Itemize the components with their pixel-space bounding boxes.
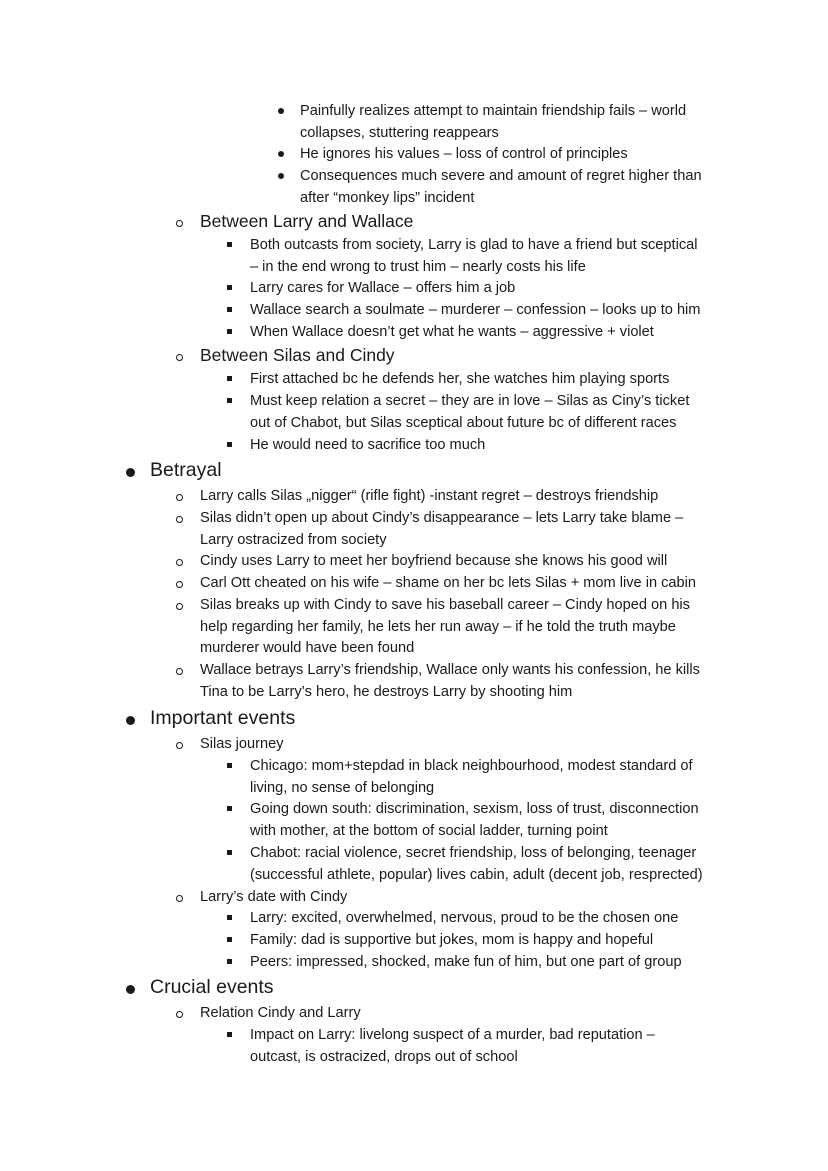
circle-bullet-icon xyxy=(176,581,183,588)
square-bullet-icon xyxy=(227,307,232,312)
heading-text: Betrayal xyxy=(150,459,222,481)
list-item-text: Painfully realizes attempt to maintain friendship fails – world xyxy=(300,103,687,119)
circle-bullet-icon xyxy=(176,516,183,523)
list-item-text: Relation Cindy and Larry xyxy=(200,1005,361,1021)
list-item-text: Silas didn’t open up about Cindy’s disappearance – lets Larry take blame – xyxy=(200,510,684,526)
list-item-text: He ignores his values – loss of control of principles xyxy=(300,146,628,162)
circle-bullet-icon xyxy=(176,220,183,227)
list-item-text: help regarding her family, he lets her run away – if he told the truth maybe xyxy=(200,619,676,635)
square-bullet-icon xyxy=(227,763,232,768)
list-item-text: He would need to sacrifice too much xyxy=(250,437,486,453)
circle-bullet-icon xyxy=(176,603,183,610)
list-item-text: – in the end wrong to trust him – nearly costs his life xyxy=(250,259,586,275)
list-item-text: Peers: impressed, shocked, make fun of him, but one part of group xyxy=(250,954,682,970)
square-bullet-icon xyxy=(227,915,232,920)
list-item-text: (successful athlete, popular) lives cabin, adult (decent job, resprected) xyxy=(250,867,703,883)
square-bullet-icon xyxy=(227,959,232,964)
circle-bullet-icon xyxy=(176,559,183,566)
list-item-text: Larry calls Silas „nigger“ (rifle fight) -instant regret – destroys friendship xyxy=(200,488,659,504)
square-bullet-icon xyxy=(227,285,232,290)
list-item-text: Wallace search a soulmate – murderer – confession – looks up to him xyxy=(250,302,701,318)
list-item-text: Both outcasts from society, Larry is glad to have a friend but sceptical xyxy=(250,237,698,253)
circle-bullet-icon xyxy=(176,668,183,675)
disc-bullet-icon xyxy=(126,985,135,994)
square-bullet-icon xyxy=(227,937,232,942)
square-bullet-icon xyxy=(227,442,232,447)
circle-bullet-icon xyxy=(176,494,183,501)
circle-bullet-icon xyxy=(176,742,183,749)
list-item-text: Larry’s date with Cindy xyxy=(200,889,348,905)
subheading-text: Between Larry and Wallace xyxy=(200,211,414,231)
list-item-text: Consequences much severe and amount of regret higher than xyxy=(300,168,702,184)
list-item-text: Tina to be Larry’s hero, he destroys Larry by shooting him xyxy=(200,684,573,700)
disc-bullet-icon xyxy=(126,468,135,477)
list-item-text: When Wallace doesn’t get what he wants – aggressive + violet xyxy=(250,324,654,340)
list-item-text: Larry ostracized from society xyxy=(200,532,387,548)
heading-text: Important events xyxy=(150,707,296,729)
list-item-text: Silas breaks up with Cindy to save his baseball career – Cindy hoped on his xyxy=(200,597,690,613)
square-bullet-icon xyxy=(227,329,232,334)
disc-bullet-icon xyxy=(126,716,135,725)
list-item-text: outcast, is ostracized, drops out of school xyxy=(250,1049,518,1065)
list-item-text: Must keep relation a secret – they are in love – Silas as Ciny’s ticket xyxy=(250,393,690,409)
list-item-text: First attached bc he defends her, she watches him playing sports xyxy=(250,371,670,387)
list-item-text: with mother, at the bottom of social ladder, turning point xyxy=(250,823,608,839)
list-item-text: murderer would have been found xyxy=(200,640,415,656)
bullet-icon xyxy=(278,151,284,157)
list-item-text: after “monkey lips” incident xyxy=(300,190,475,206)
square-bullet-icon xyxy=(227,242,232,247)
circle-bullet-icon xyxy=(176,354,183,361)
list-item-text: Family: dad is supportive but jokes, mom is happy and hopeful xyxy=(250,932,654,948)
list-item-text: Larry: excited, overwhelmed, nervous, proud to be the chosen one xyxy=(250,910,679,926)
list-item-text: Silas journey xyxy=(200,736,284,752)
heading-text: Crucial events xyxy=(150,976,274,998)
list-item-text: Larry cares for Wallace – offers him a job xyxy=(250,280,516,296)
list-item-text: Going down south: discrimination, sexism, loss of trust, disconnection xyxy=(250,801,699,817)
list-item-text: collapses, stuttering reappears xyxy=(300,125,499,141)
list-item-text: Cindy uses Larry to meet her boyfriend because she knows his good will xyxy=(200,553,668,569)
bullet-icon xyxy=(278,108,284,114)
square-bullet-icon xyxy=(227,806,232,811)
list-item-text: Wallace betrays Larry’s friendship, Wallace only wants his confession, he kills xyxy=(200,662,700,678)
list-item-text: Chicago: mom+stepdad in black neighbourhood, modest standard of xyxy=(250,758,693,774)
square-bullet-icon xyxy=(227,850,232,855)
circle-bullet-icon xyxy=(176,1011,183,1018)
subheading-text: Between Silas and Cindy xyxy=(200,345,395,365)
list-item-text: living, no sense of belonging xyxy=(250,780,435,796)
list-item-text: Impact on Larry: livelong suspect of a murder, bad reputation – xyxy=(250,1027,655,1043)
circle-bullet-icon xyxy=(176,895,183,902)
bullet-icon xyxy=(278,173,284,179)
list-item-text: Carl Ott cheated on his wife – shame on her bc lets Silas + mom live in cabin xyxy=(200,575,697,591)
square-bullet-icon xyxy=(227,376,232,381)
list-item-text: Chabot: racial violence, secret friendship, loss of belonging, teenager xyxy=(250,845,697,861)
list-item-text: out of Chabot, but Silas sceptical about future bc of different races xyxy=(250,415,677,431)
square-bullet-icon xyxy=(227,398,232,403)
square-bullet-icon xyxy=(227,1032,232,1037)
